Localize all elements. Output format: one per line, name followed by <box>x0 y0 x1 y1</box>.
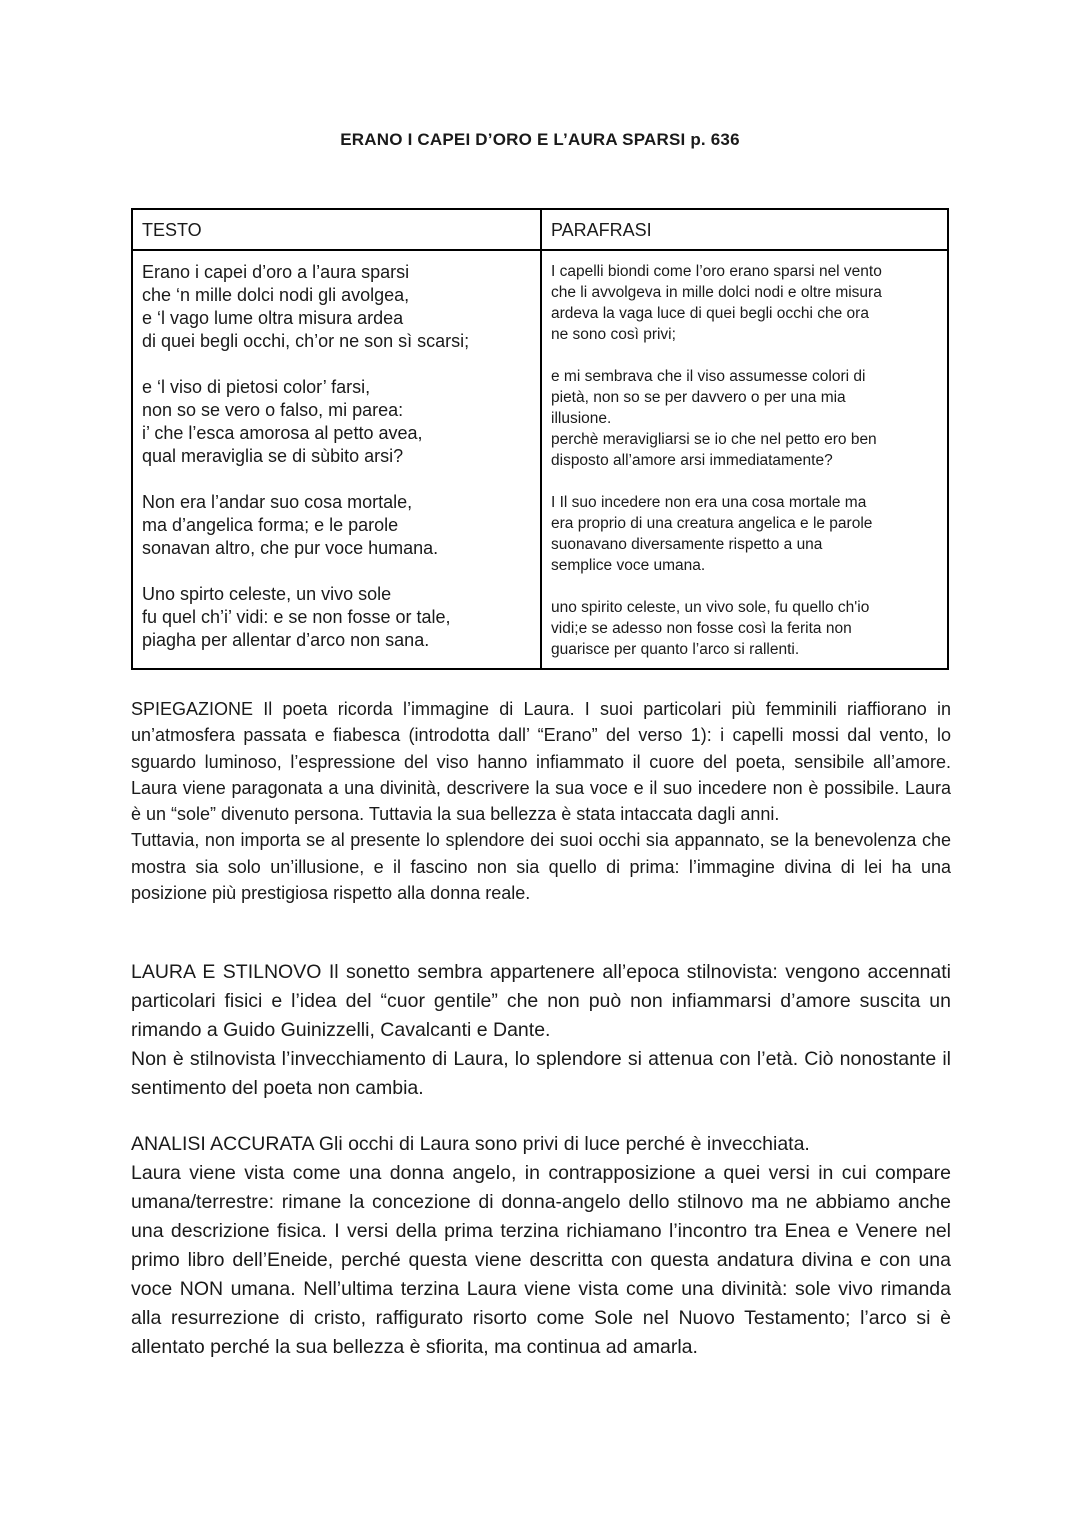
section-analisi <box>131 1130 951 1362</box>
paraphrase-line: semplice voce umana. <box>551 557 706 574</box>
paragraph: Tuttavia, non importa se al presente lo splendore dei suoi occhi sia appannato, se la benevolenza che mostra sia solo un’illusione, e il fascino non sia quello di prima: l’immagine divina di lei ha una posizione più prestigiosa rispetto alla donna reale. <box>131 830 951 904</box>
section-laura-stilnovo <box>131 958 951 1103</box>
paraphrase-line: I capelli biondi come l’oro erano sparsi nel vento <box>551 263 882 280</box>
paragraph: ANALISI ACCURATA Gli occhi di Laura sono privi di luce perché è invecchiata. <box>131 1133 810 1155</box>
parafrasi-stanza-1 <box>551 261 939 345</box>
verse-line: di quei begli occhi, ch’or ne son sì scarsi; <box>142 331 470 351</box>
header-testo: TESTO <box>132 209 541 250</box>
verse-line: fu quel ch’i’ vidi: e se non fosse or tale, <box>142 607 451 627</box>
parafrasi-cell <box>541 250 948 669</box>
header-parafrasi: PARAFRASI <box>541 209 948 250</box>
paragraph: Non è stilnovista l’invecchiamento di Laura, lo splendore si attenua con l’età. Ciò nonostante il sentimento del poeta non cambia. <box>131 1048 951 1099</box>
parafrasi-stanza-2 <box>551 366 939 471</box>
parafrasi-stanza-4 <box>551 597 939 660</box>
verse-line: Uno spirto celeste, un vivo sole <box>142 584 392 604</box>
table-header-row <box>132 209 948 250</box>
paragraph: LAURA E STILNOVO Il sonetto sembra appartenere all’epoca stilnovista: vengono accennati particolari fisici e l’idea del “cuor gentile” che non può non infiammarsi d’amore suscita un rimando a Guido Guinizzelli, Cavalcanti e Dante. <box>131 961 951 1041</box>
paraphrase-line: uno spirito celeste, un vivo sole, fu quello ch'io <box>551 599 870 616</box>
paraphrase-line: I Il suo incedere non era una cosa mortale ma <box>551 494 867 511</box>
verse-line: e ‘l viso di pietosi color’ farsi, <box>142 377 371 397</box>
paraphrase-line: era proprio di una creatura angelica e le parole <box>551 515 873 532</box>
paraphrase-line: che li avvolgeva in mille dolci nodi e oltre misura <box>551 284 882 301</box>
paraphrase-line: suonavano diversamente rispetto a una <box>551 536 823 553</box>
page-title: ERANO I CAPEI D’ORO E L’AURA SPARSI p. 636 <box>340 130 740 149</box>
verse-line: Non era l’andar suo cosa mortale, <box>142 492 413 512</box>
testo-stanza-3 <box>142 491 532 560</box>
parafrasi-stanza-3 <box>551 492 939 576</box>
paraphrase-line: ne sono così privi; <box>551 326 676 343</box>
verse-line: e ‘l vago lume oltra misura ardea <box>142 308 404 328</box>
paraphrase-line: disposto all’amore arsi immediatamente? <box>551 452 833 469</box>
verse-line: non so se vero o falso, mi parea: <box>142 400 404 420</box>
verse-line: sonavan altro, che pur voce humana. <box>142 538 439 558</box>
paraphrase-line: illusione. <box>551 410 612 427</box>
paraphrase-line: e mi sembrava che il viso assumesse colori di <box>551 368 866 385</box>
poem-table <box>131 208 949 670</box>
testo-stanza-2 <box>142 376 532 468</box>
paraphrase-line: vidi;e se adesso non fosse così la ferita non <box>551 620 852 637</box>
verse-line: che ‘n mille dolci nodi gli avolgea, <box>142 285 410 305</box>
verse-line: ma d’angelica forma; e le parole <box>142 515 399 535</box>
paragraph: Laura viene vista come una donna angelo, in contrapposizione a quei versi in cui compare umana/terrestre: rimane la concezione di donna-angelo dello stilnovo ma ne abbiamo anche una descrizione fisica. I versi della prima terzina richiamano l’incontro tra Enea e Venere nel primo libro dell’Eneide, perché questa viene descritta con questa andatura divina e con una voce NON umana. Nell’ultima terzina Laura viene vista come una divinità: sole vivo rimanda alla resurrezione di cristo, raffigurato risorto come Sole nel Nuovo Testamento; l’arco si è allentato perché la sua bellezza è sfiorita, ma continua ad amarla. <box>131 1162 951 1358</box>
paraphrase-line: ardeva la vaga luce di quei begli occhi che ora <box>551 305 869 322</box>
verse-line: i’ che l’esca amorosa al petto avea, <box>142 423 423 443</box>
section-spiegazione <box>131 696 951 906</box>
paragraph: SPIEGAZIONE Il poeta ricorda l’immagine di Laura. I suoi particolari più femminili riaffiorano in un’atmosfera passata e fiabesca (introdotta dall’ “Erano” del verso 1): i capelli mossi dal vento, lo sguardo luminoso, l’espressione del viso hanno infiammato il cuore del poeta, sensibile all’amore. Laura viene paragonata a una divinità, descrivere la sua voce e il suo incedere non è possibile. Laura è un “sole” divenuto persona. Tuttavia la sua bellezza è stata intaccata dagli anni. <box>131 699 951 825</box>
testo-stanza-1 <box>142 261 532 353</box>
verse-line: qual meraviglia se di sùbito arsi? <box>142 446 404 466</box>
testo-cell <box>132 250 541 669</box>
verse-line: Erano i capei d’oro a l’aura sparsi <box>142 262 410 282</box>
testo-stanza-4 <box>142 583 532 652</box>
paraphrase-line: guarisce per quanto l’arco si rallenti. <box>551 641 800 658</box>
paraphrase-line: perchè meravigliarsi se io che nel petto ero ben <box>551 431 877 448</box>
paraphrase-line: pietà, non so se per davvero o per una mia <box>551 389 846 406</box>
verse-line: piagha per allentar d’arco non sana. <box>142 630 430 650</box>
table-row <box>132 250 948 669</box>
